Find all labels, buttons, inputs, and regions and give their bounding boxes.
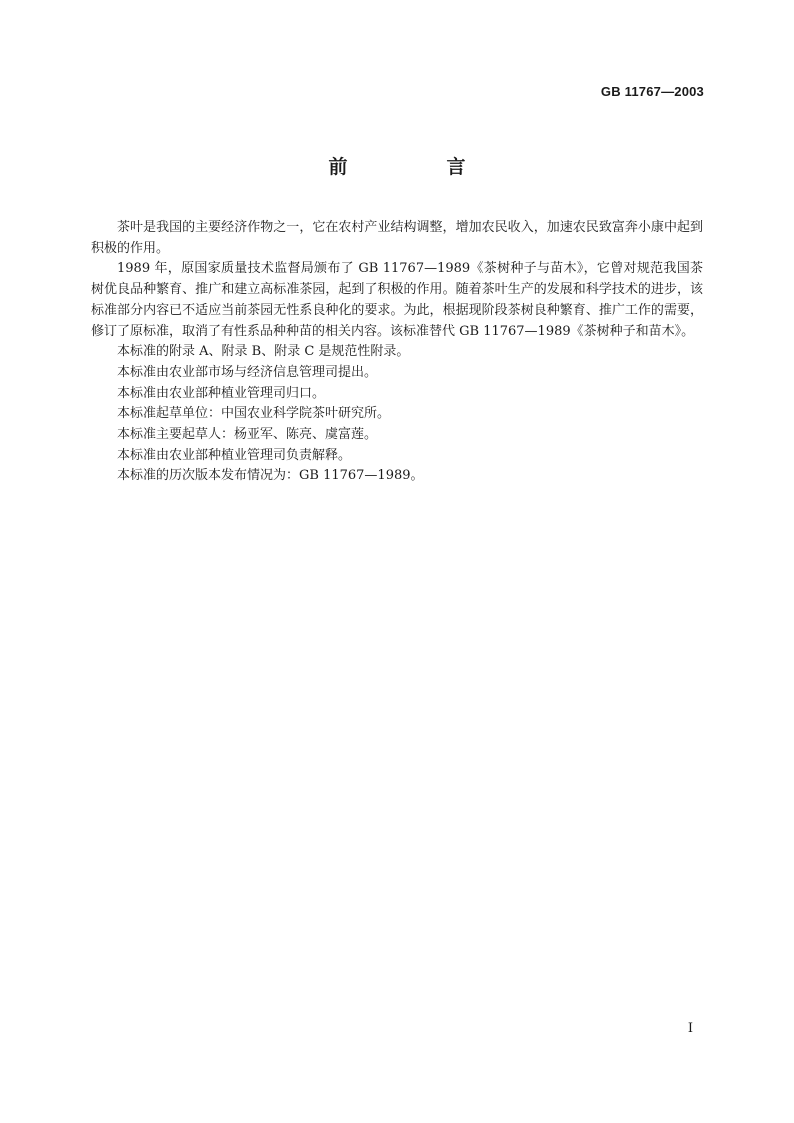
- paragraph: 1989 年，原国家质量技术监督局颁布了 GB 11767—1989《茶树种子与苗木》，它曾对规范我国茶树优良品种繁育、推广和建立高标准茶园，起到了积极的作用。随着茶叶生产的发展和科学技术的进步，该标准部分内容已不适应当前茶园无性系良种化的要求。为此，根据现阶段茶树良种繁育、推广工作的需要，修订了原标准，取消了有性系品种种苗的相关内容。该标准替代 GB 11767—1989《茶树种子和苗木》。: [91, 261, 703, 339]
- paragraph: 本标准由农业部种植业管理司负责解释。: [117, 447, 352, 463]
- paragraph: 本标准的附录 A、附录 B、附录 C 是规范性附录。: [117, 344, 410, 360]
- page-number: I: [687, 1021, 693, 1036]
- paragraph: 本标准主要起草人：杨亚军、陈亮、虞富莲。: [117, 427, 378, 443]
- paragraph: 本标准的历次版本发布情况为：GB 11767—1989。: [117, 468, 424, 484]
- page-title: 前 言: [328, 156, 506, 178]
- paragraph: 本标准由农业部市场与经济信息管理司提出。: [117, 364, 378, 380]
- paragraph: 本标准起草单位：中国农业科学院茶叶研究所。: [117, 406, 391, 422]
- standard-code: GB 11767—2003: [600, 84, 704, 99]
- paragraph: 本标准由农业部种植业管理司归口。: [117, 385, 326, 401]
- paragraph: 茶叶是我国的主要经济作物之一，它在农村产业结构调整，增加农民收入，加速农民致富奔小康中起到积极的作用。: [91, 220, 703, 256]
- foreword-body: [91, 218, 703, 487]
